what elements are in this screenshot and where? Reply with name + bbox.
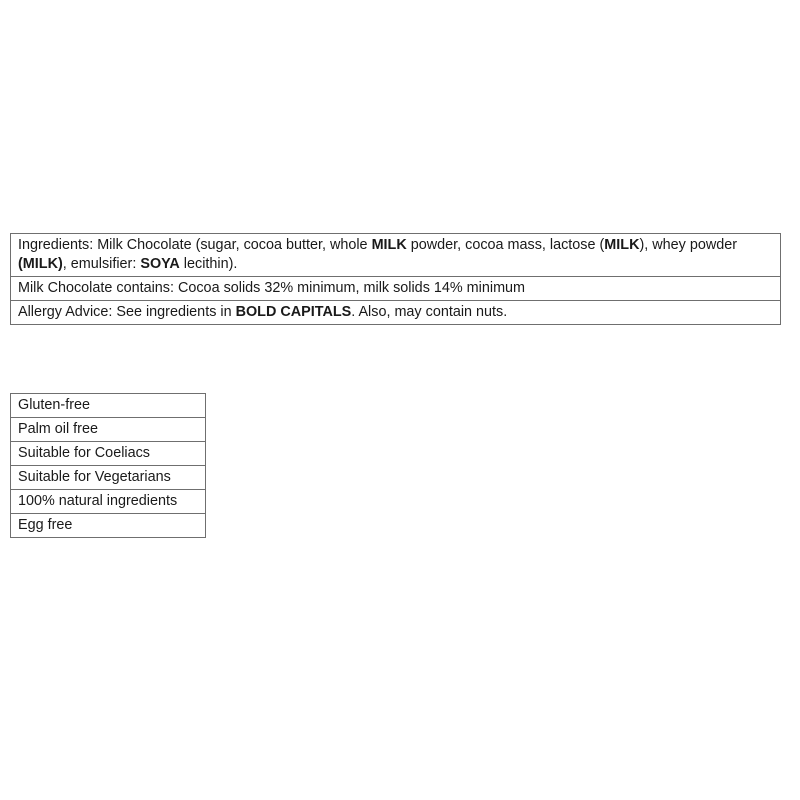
allergen-milk-2: MILK bbox=[604, 237, 640, 253]
claim-row bbox=[11, 466, 206, 490]
ingredients-text-4: , emulsifier: bbox=[62, 256, 141, 272]
claims-table bbox=[10, 393, 206, 538]
contains-row bbox=[11, 277, 781, 301]
allergy-text-2: . Also, may contain nuts. bbox=[351, 304, 508, 320]
claim-suitable-coeliacs: Suitable for Coeliacs bbox=[11, 442, 206, 466]
claim-natural-ingredients: 100% natural ingredients bbox=[11, 490, 206, 514]
claim-row bbox=[11, 514, 206, 538]
claim-gluten-free: Gluten-free bbox=[11, 394, 206, 418]
claim-row bbox=[11, 394, 206, 418]
allergy-text-1: Allergy Advice: See ingredients in bbox=[18, 304, 236, 320]
claim-palm-oil-free: Palm oil free bbox=[11, 418, 206, 442]
allergen-soya: SOYA bbox=[140, 256, 180, 272]
allergen-milk-1: MILK bbox=[371, 237, 407, 253]
ingredients-text-2: powder, cocoa mass, lactose ( bbox=[406, 237, 605, 253]
claim-row bbox=[11, 418, 206, 442]
ingredients-text-1: Ingredients: Milk Chocolate (sugar, cocoa butter, whole bbox=[18, 237, 372, 253]
claim-row bbox=[11, 442, 206, 466]
ingredients-text-3: ), whey powder bbox=[639, 237, 738, 253]
allergy-bold-text: BOLD CAPITALS bbox=[235, 304, 352, 320]
ingredients-table bbox=[10, 233, 781, 325]
allergy-cell bbox=[11, 301, 781, 325]
claim-row bbox=[11, 490, 206, 514]
allergy-row bbox=[11, 301, 781, 325]
claim-egg-free: Egg free bbox=[11, 514, 206, 538]
allergen-milk-3: (MILK) bbox=[18, 256, 63, 272]
claim-suitable-vegetarians: Suitable for Vegetarians bbox=[11, 466, 206, 490]
ingredients-text-5: lecithin). bbox=[179, 256, 238, 272]
ingredients-row bbox=[11, 234, 781, 277]
contains-cell: Milk Chocolate contains: Cocoa solids 32% minimum, milk solids 14% minimum bbox=[11, 277, 781, 301]
ingredients-cell bbox=[11, 234, 781, 277]
